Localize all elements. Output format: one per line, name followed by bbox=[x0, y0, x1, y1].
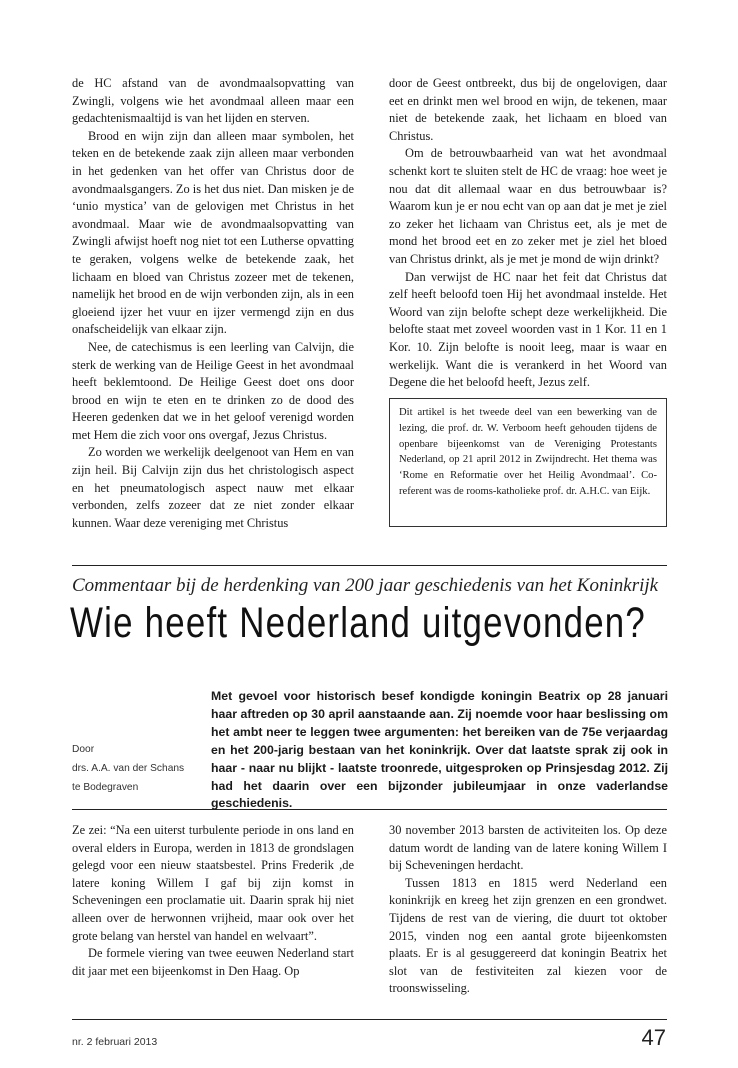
author-location: te Bodegraven bbox=[72, 782, 139, 793]
paragraph: Tussen 1813 en 1815 werd Nederland een koninkrijk en kreeg het zijn grenzen en een grondwet. Tijdens de rest van de viering, die duurt tot oktober 2015, vinden nog een aantal grote bijeenkomsten plaats. Er is al gesuggereerd dat koningin Beatrix het slot van de festiviteiten zal kiezen voor de troonswisseling. bbox=[389, 875, 667, 996]
issue-info: nr. 2 februari 2013 bbox=[72, 1036, 158, 1048]
article-note-box: Dit artikel is het tweede deel van een bewerking van de lezing, die prof. dr. W. Verboom heeft gehouden tijdens de openbare bijeenkomst van de Vereniging Protestants Nederland, op 21 april 2012 in Zwijndrecht. Het thema was ‘Rome en Reformatie over het Heilig Avondmaal’. Co-referent was de rooms-katholieke prof. dr. A.H.C. van Eijk. bbox=[389, 398, 667, 527]
paragraph: door de Geest ontbreekt, dus bij de ongelovigen, daar eet en drinkt men wel brood en wijn, de tekenen, maar niet de betekende zaak, het lichaam en bloed van Christus. bbox=[389, 76, 667, 143]
author-name: drs. A.A. van der Schans bbox=[72, 763, 185, 774]
paragraph: Nee, de catechismus is een leerling van Calvijn, die sterk de werking van de Heilige Geest in het avondmaal heeft beklemtoond. De Heilige Geest doet ons door brood en wijn te eten en te drinken zo de dood des Heeren gedenken dat we in het geloof verenigd worden met Hem die zich voor ons overgaf, Jezus Christus. bbox=[72, 339, 354, 442]
paragraph: De formele viering van twee eeuwen Nederland start dit jaar met een bijeenkomst in Den Haag. Op bbox=[72, 946, 354, 978]
page-number: 47 bbox=[641, 1025, 666, 1050]
paragraph: Brood en wijn zijn dan alleen maar symbolen, het teken en de betekende zaak zijn alleen maar verbonden in het gedenken van het offer van Christus door de avondmaalsgangers. Zo is het dus niet. Dan misken je de ‘unio mystica’ van de gelovigen met Christus in het avondmaal. Maar wie de avondmaalsopvatting van Zwingli afwijst hoeft nog niet tot een Lutherse opvatting te geraken, volgens welke de betekende zaak, het lichaam en bloed van Christus zozeer met de tekenen, namelijk het brood en de wijn verbonden zijn, als in een gloeiend ijzer het vuur en ijzer vermengd zijn en dus onafscheidelijk van elkaar zijn. bbox=[72, 128, 354, 337]
paragraph: de HC afstand van de avondmaalsopvatting van Zwingli, volgens wie het avondmaal alleen maar een gedachtenismaaltijd is van het lijden en sterven. bbox=[72, 76, 354, 126]
footer-divider bbox=[72, 1019, 667, 1020]
paragraph: Dan verwijst de HC naar het feit dat Christus dat zelf heeft beloofd toen Hij het avondmaal instelde. Het Woord van zijn belofte schept deze werkelijkheid. Die belofte staat met zoveel woorden vast in 1 Kor. 11 en 1 Kor. 10. Zijn belofte is nooit leeg, maar is waar en werkelijk. Want die is verankerd in het Woord van Degene die het beloofd heeft, Jezus zelf. bbox=[389, 269, 667, 390]
article-subtitle: Commentaar bij de herdenking van 200 jaar geschiedenis van het Koninkrijk bbox=[72, 575, 659, 596]
section-divider bbox=[72, 565, 667, 566]
paragraph: Om de betrouwbaarheid van wat het avondmaal schenkt kort te sluiten stelt de HC de vraag: hoe weet je nou dat dit allemaal waar en dus betrouwbaar is? Waarom kun je er nou echt van op aan dat je met je ziel zo zeker het lichaam van Christus eet, als je met de mond het brood eet en zo zeker met je ziel het bloed van Christus drinkt, als je met je mond de wijn drinkt? bbox=[389, 146, 667, 266]
lead-divider bbox=[72, 809, 667, 810]
byline-prefix: Door bbox=[72, 744, 95, 755]
bottom-left-column bbox=[72, 822, 354, 980]
top-left-column bbox=[72, 75, 354, 532]
paragraph: Zo worden we werkelijk deelgenoot van Hem en van zijn heil. Bij Calvijn zijn dus het christologisch aspect en het pneumatologisch aspect nauw met elkaar verbonden, zelfs zozeer dat ze niet zonder elkaar kunnen. Waar deze vereniging met Christus bbox=[72, 445, 354, 530]
article-lead: Met gevoel voor historisch besef kondigde koningin Beatrix op 28 januari haar aftreden op 30 april aanstaande aan. Zij noemde voor haar beslissing om het ambt neer te leggen twee argumenten: het bereiken van de 75e verjaardag en het 200-jarig bestaan van het koninkrijk. Over dat laatste sprak zij ook in haar - naar nu blijkt - laatste troonrede, uitgesproken op Prinsjesdag 2012. Zij had het daarin over een bijzonder jubileumjaar in onze vaderlandse geschiedenis. bbox=[211, 689, 668, 811]
bottom-right-column bbox=[389, 822, 667, 998]
article-title: Wie heeft Nederland uitgevonden? bbox=[70, 600, 647, 647]
byline bbox=[72, 740, 184, 797]
paragraph: 30 november 2013 barsten de activiteiten los. Op deze datum wordt de landing van de latere koning Willem I bij Scheveningen herdacht. bbox=[389, 823, 667, 873]
paragraph: Ze zei: “Na een uiterst turbulente periode in ons land en overal elders in Europa, werden in 1813 de grondslagen gelegd voor een nieuw staatsbestel. Prins Frederik ,de latere koning Willem I gaf bij zijn komst in Scheveningen een proclamatie uit. Daarin sprak hij niet alleen over de herwonnen vrijheid, maar ook over het grote belang van herstel van handel en welvaart”. bbox=[72, 823, 354, 943]
top-right-column bbox=[389, 75, 667, 392]
